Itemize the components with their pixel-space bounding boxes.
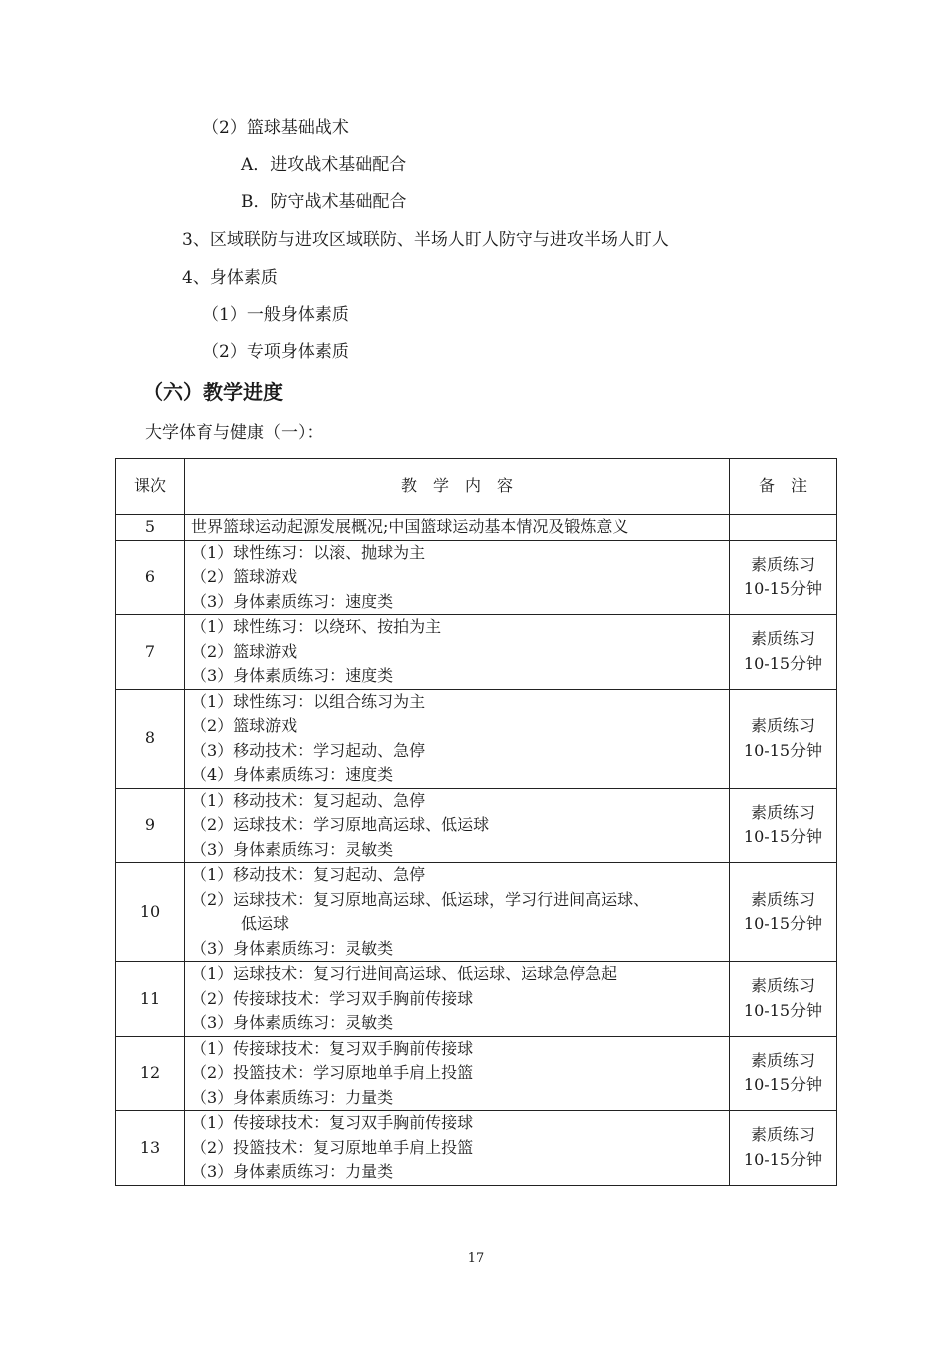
table-row — [116, 962, 837, 1037]
content-line: （2）投篮技术：复习原地单手肩上投篮 — [191, 1137, 474, 1157]
lesson-note — [730, 863, 837, 962]
lesson-content — [185, 615, 730, 690]
lesson-number: 6 — [116, 540, 185, 615]
note-line: 10-15分钟 — [743, 1149, 823, 1169]
content-line: 世界篮球运动起源发展概况;中国篮球运动基本情况及锻炼意义 — [191, 517, 629, 536]
lesson-content — [185, 689, 730, 788]
content-line: （1）运球技术：复习行进间高运球、低运球、运球急停急起 — [191, 964, 618, 983]
table-row — [116, 689, 837, 788]
table-row — [116, 863, 837, 962]
content-line: （3）移动技术：学习起动、急停 — [191, 740, 426, 760]
content-line: （3）身体素质练习：灵敏类 — [191, 1013, 394, 1032]
content-line: （4）身体素质练习：速度类 — [191, 765, 394, 784]
table-row — [116, 515, 837, 541]
note-line: 素质练习 — [750, 716, 815, 735]
outline-item: （1）一般身体素质 — [202, 305, 349, 325]
note-line: 10-15分钟 — [743, 579, 823, 599]
lesson-number: 13 — [116, 1111, 185, 1186]
table-row — [116, 1111, 837, 1186]
content-line: （1）球性练习：以绕环、按拍为主 — [191, 617, 442, 636]
content-line: （3）身体素质练习：力量类 — [191, 1162, 394, 1181]
lesson-number: 8 — [116, 689, 185, 788]
content-line: （1）球性练习：以组合练习为主 — [191, 691, 426, 711]
lesson-content — [185, 1111, 730, 1186]
content-line: （1）传接球技术：复习双手胸前传接球 — [191, 1113, 474, 1132]
note-line: 素质练习 — [750, 1050, 815, 1070]
note-line: 10-15分钟 — [743, 827, 823, 847]
teaching-schedule-table — [115, 458, 837, 1186]
note-line: 素质练习 — [750, 1125, 815, 1145]
header-content: 教 学 内 容 — [185, 459, 730, 515]
outline-item: B．防守战术基础配合 — [241, 192, 407, 212]
page-number: 17 — [467, 1251, 485, 1266]
content-line: （2）运球技术：复习原地高运球、低运球，学习行进间高运球、 — [191, 889, 650, 909]
table-row — [116, 788, 837, 863]
section-heading: （六）教学进度 — [143, 380, 283, 404]
content-line: （1）移动技术：复习起动、急停 — [191, 790, 426, 810]
lesson-note — [730, 540, 837, 615]
outline-item: （2）篮球基础战术 — [202, 118, 349, 138]
lesson-number: 7 — [116, 615, 185, 690]
lesson-content — [185, 1036, 730, 1111]
outline-item: A．进攻战术基础配合 — [241, 155, 407, 175]
note-line: 素质练习 — [750, 976, 815, 996]
content-line: （1）移动技术：复习起动、急停 — [191, 865, 426, 884]
lesson-note — [730, 962, 837, 1037]
content-line: （3）身体素质练习：灵敏类 — [191, 839, 394, 859]
note-line: 10-15分钟 — [743, 914, 823, 933]
outline-item: （2）专项身体素质 — [202, 342, 349, 362]
table-header-row — [116, 459, 837, 515]
lesson-note — [730, 1036, 837, 1111]
content-line: （3）身体素质练习：速度类 — [191, 591, 394, 611]
lesson-number: 12 — [116, 1036, 185, 1111]
note-line: 10-15分钟 — [743, 653, 823, 673]
lesson-note — [730, 615, 837, 690]
note-line: 素质练习 — [750, 802, 815, 822]
outline-item: 4、身体素质 — [182, 268, 278, 288]
lesson-content — [185, 788, 730, 863]
lesson-number: 5 — [116, 515, 185, 541]
content-line: （2）篮球游戏 — [191, 641, 298, 661]
content-line: （2）篮球游戏 — [191, 567, 298, 586]
note-line: 10-15分钟 — [743, 740, 823, 760]
header-notes: 备 注 — [730, 459, 837, 515]
outline-item: 3、区域联防与进攻区域联防、半场人盯人防守与进攻半场人盯人 — [182, 230, 669, 250]
content-line: （2）运球技术：学习原地高运球、低运球 — [191, 815, 490, 834]
content-line: （1）球性练习：以滚、抛球为主 — [191, 542, 426, 562]
content-line: （2）篮球游戏 — [191, 716, 298, 735]
course-title: 大学体育与健康（一）： — [145, 423, 324, 443]
lesson-content — [185, 515, 730, 541]
content-line: （3）身体素质练习：速度类 — [191, 666, 394, 685]
note-line: 10-15分钟 — [743, 1000, 823, 1020]
content-line: （2）传接球技术：学习双手胸前传接球 — [191, 988, 474, 1008]
content-line: （3）身体素质练习：灵敏类 — [191, 938, 394, 958]
lesson-number: 10 — [116, 863, 185, 962]
lesson-note — [730, 1111, 837, 1186]
lesson-content — [185, 962, 730, 1037]
note-line: 素质练习 — [750, 629, 815, 649]
table-row — [116, 540, 837, 615]
lesson-content — [185, 863, 730, 962]
lesson-content — [185, 540, 730, 615]
lesson-note — [730, 788, 837, 863]
lesson-note — [730, 515, 837, 541]
content-line: （3）身体素质练习：力量类 — [191, 1087, 394, 1107]
note-line: 10-15分钟 — [743, 1075, 823, 1095]
content-line: （1）传接球技术：复习双手胸前传接球 — [191, 1038, 474, 1058]
header-lesson: 课次 — [116, 459, 185, 515]
lesson-note — [730, 689, 837, 788]
table-row — [116, 1036, 837, 1111]
content-line-continuation: 低运球 — [241, 914, 290, 933]
table-row — [116, 615, 837, 690]
note-line: 素质练习 — [750, 554, 815, 574]
note-line: 素质练习 — [750, 889, 815, 909]
lesson-number: 11 — [116, 962, 185, 1037]
content-line: （2）投篮技术：学习原地单手肩上投篮 — [191, 1063, 474, 1082]
lesson-number: 9 — [116, 788, 185, 863]
